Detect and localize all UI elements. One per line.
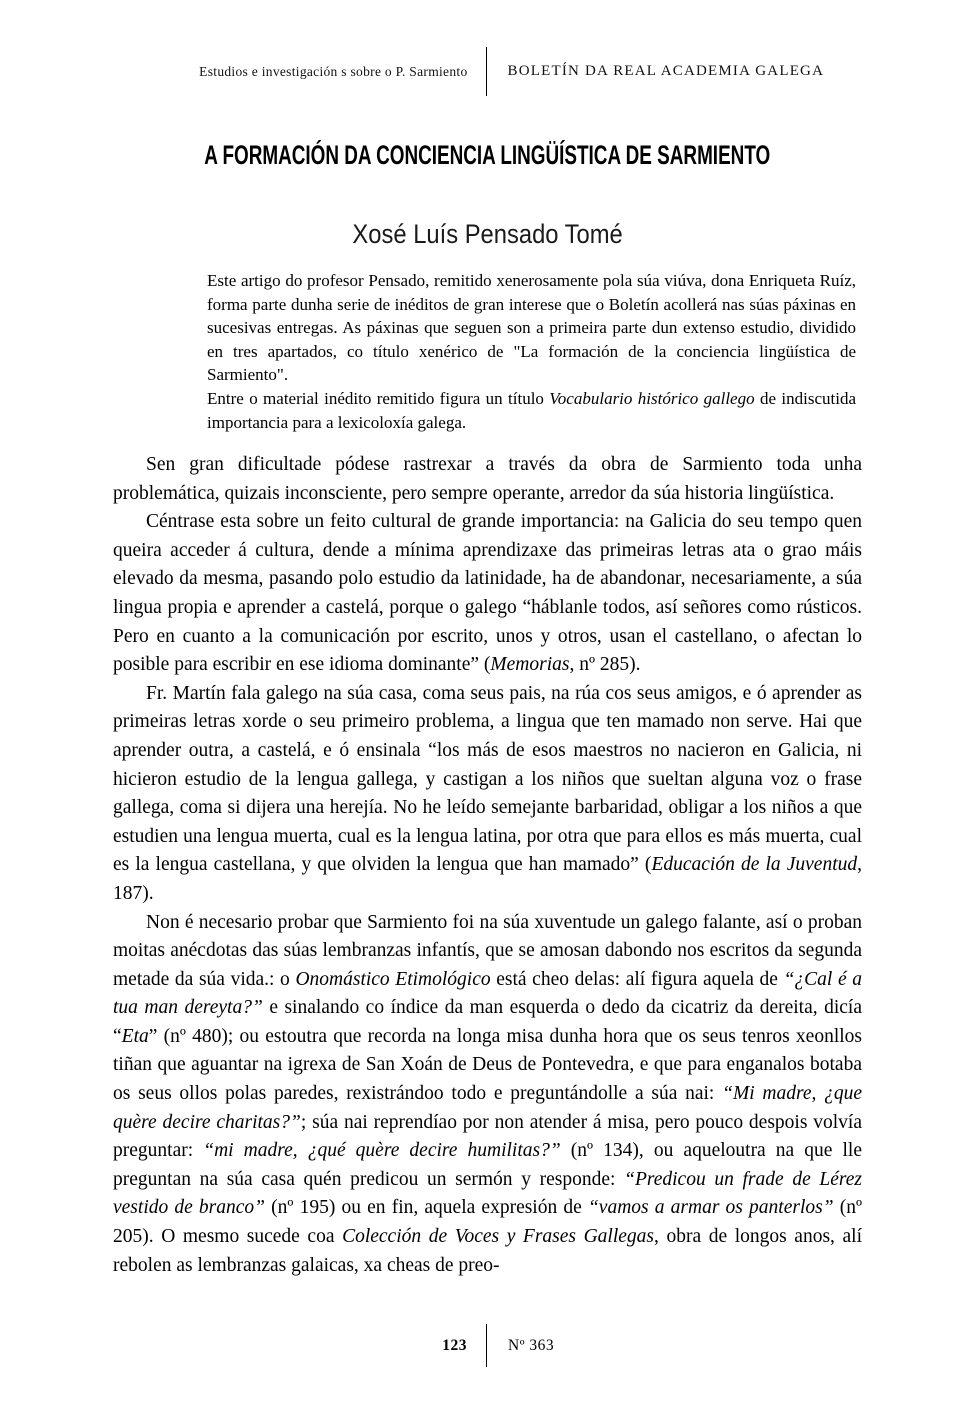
text-run: (nº 205). O mesmo sucede coa <box>113 1197 862 1248</box>
text-run: Céntrase esta sobre un feito cultural de grande importancia: na Galicia do seu tempo quen queira acceder á cultura, dende a mínima aprendizaxe das primeiras letras ata o grao máis elevado da mesma, pasando polo estudio da latinidade, ha de abandonar, necesariamente, a súa lingua propia e aprender a castelá, porque o galego “háblanle todos, así señores como rústicos. Pero en cuanto a la comunicación por escrito, unos y otros, usan el castellano, o afectan lo posible para escribir en ese idioma dominante” ( <box>113 511 862 676</box>
body-paragraph <box>113 680 862 909</box>
body-paragraph <box>113 451 862 508</box>
text-run: (nº 195) ou en fin, aquela expresión de <box>265 1197 588 1219</box>
abstract <box>207 269 856 434</box>
text-run: e sinalando co índice da man esquerda o dedo da cicatriz da dereita, dicía “ <box>113 997 862 1047</box>
abstract-paragraph <box>207 269 856 387</box>
body-paragraph <box>113 508 862 680</box>
running-head-left-text: Estudios e investigación s sobre o P. Sarmiento <box>199 63 468 79</box>
italic-text-run: Colección de Voces y Frases Gallegas <box>342 1226 655 1248</box>
italic-text-run: Memorias <box>490 654 570 676</box>
italic-text-run: “mi madre, ¿qué quère decire humilitas?” <box>203 1140 561 1162</box>
italic-text-run: Onomástico Etimológico <box>295 968 491 990</box>
text-run: Sen gran dificultade pódese rastrexar a través da obra de Sarmiento toda unha problemática, quizais inconsciente, pero sempre operante, arredor da súa historia lingüística. <box>113 454 862 504</box>
page-number: 123 <box>442 1336 467 1354</box>
page-footer <box>113 1324 862 1367</box>
running-head <box>113 47 862 96</box>
text-run: Fr. Martín fala galego na súa casa, coma seus pais, na rúa cos seus amigos, e ó aprender as primeiras letras xorde o seu primeiro problema, a lingua que ten mamado non serve. Hai que aprender outra, a castelá, e ó ensinala “los más de esos maestros no nacieron en Galicia, ni hicieron estudio de la lengua gallega, y castigan a los niños que sueltan alguna voz o frase gallega, coma si dijera una herejía. No he leído semejante barbaridad, obligar a los niños a que estudien una lengua muerta, cual es la lengua latina, por otra que para ellos es más muerta, cual es la lengua castellana, y que olviden la lengua que han mamado” ( <box>113 682 862 876</box>
text-run: , nº 285). <box>569 654 641 676</box>
text-run: (nº 134), ou aqueloutra na que lle preguntan na súa casa quén predicou un sermón y responde: <box>113 1140 862 1190</box>
author-name <box>0 219 975 250</box>
italic-text-run: “Mi madre, ¿que quère decire charitas?” <box>113 1083 863 1133</box>
italic-text-run: Educación de la Juventud <box>651 854 858 876</box>
italic-text-run: Eta <box>121 1025 149 1047</box>
italic-text-run: “Predicou un frade de Lérez vestido de branco” <box>113 1168 862 1219</box>
text-run: , obra de longos anos, alí rebolen as lembranzas galaicas, xa cheas de preo- <box>113 1226 862 1276</box>
article-title-text: A FORMACIÓN DA CONCIENCIA LINGÜÍSTICA DE SARMIENTO <box>204 140 771 170</box>
author-name-text: Xosé Luís Pensado Tomé <box>352 219 623 249</box>
italic-text-run: Vocabulario histórico gallego <box>549 388 755 408</box>
text-run: , 187). <box>113 854 862 904</box>
text-run: está cheo delas: alí figura aquela de <box>490 968 784 990</box>
text-run: de indiscutida importancia para a lexicoloxía galega. <box>207 388 856 432</box>
italic-text-run: “¿Cal é a tua man dereyta?” <box>113 968 862 1019</box>
text-run: Este artigo do profesor Pensado, remitido xenerosamente pola súa viúva, dona Enriqueta Ruíz, forma parte dunha serie de inéditos de gran interese que o Boletín acollerá nas súas páxinas en sucesivas entregas. As páxinas que seguen son a primeira parte dun extenso estudio, dividido en tres apartados, co título xenérico de "La formación de la conciencia lingüística de Sarmiento". <box>207 271 856 385</box>
text-run: Non é necesario probar que Sarmiento foi na súa xuventude un galego falante, así o proban moitas anécdotas das súas lembranzas infantís, que se amosan dabondo nos escritos da segunda metade da súa vida.: o <box>113 911 862 990</box>
article-title <box>0 140 975 171</box>
article-body <box>113 451 862 1280</box>
text-run: Entre o material inédito remitido figura un título <box>207 388 550 408</box>
issue-number: Nº 363 <box>508 1336 555 1354</box>
italic-text-run: “vamos a armar os panterlos” <box>587 1197 834 1219</box>
running-head-right-text: BOLETÍN DA REAL ACADEMIA GALEGA <box>507 63 825 79</box>
text-run: ” (nº 480); ou estoutra que recorda na longa misa dunha hora que os seus tenros xeonllos tiñan que aguantar na igrexa de San Xoán de Deus de Pontevedra, e que para enganalos botaba os seus ollos polas paredes, rexistrándoo todo e preguntándolle a súa nai: <box>113 1025 862 1105</box>
body-paragraph <box>113 909 862 1281</box>
text-run: ; súa nai reprendíao por non atender á misa, pero pouco despois volvía preguntar: <box>113 1111 862 1162</box>
abstract-paragraph <box>207 387 856 434</box>
